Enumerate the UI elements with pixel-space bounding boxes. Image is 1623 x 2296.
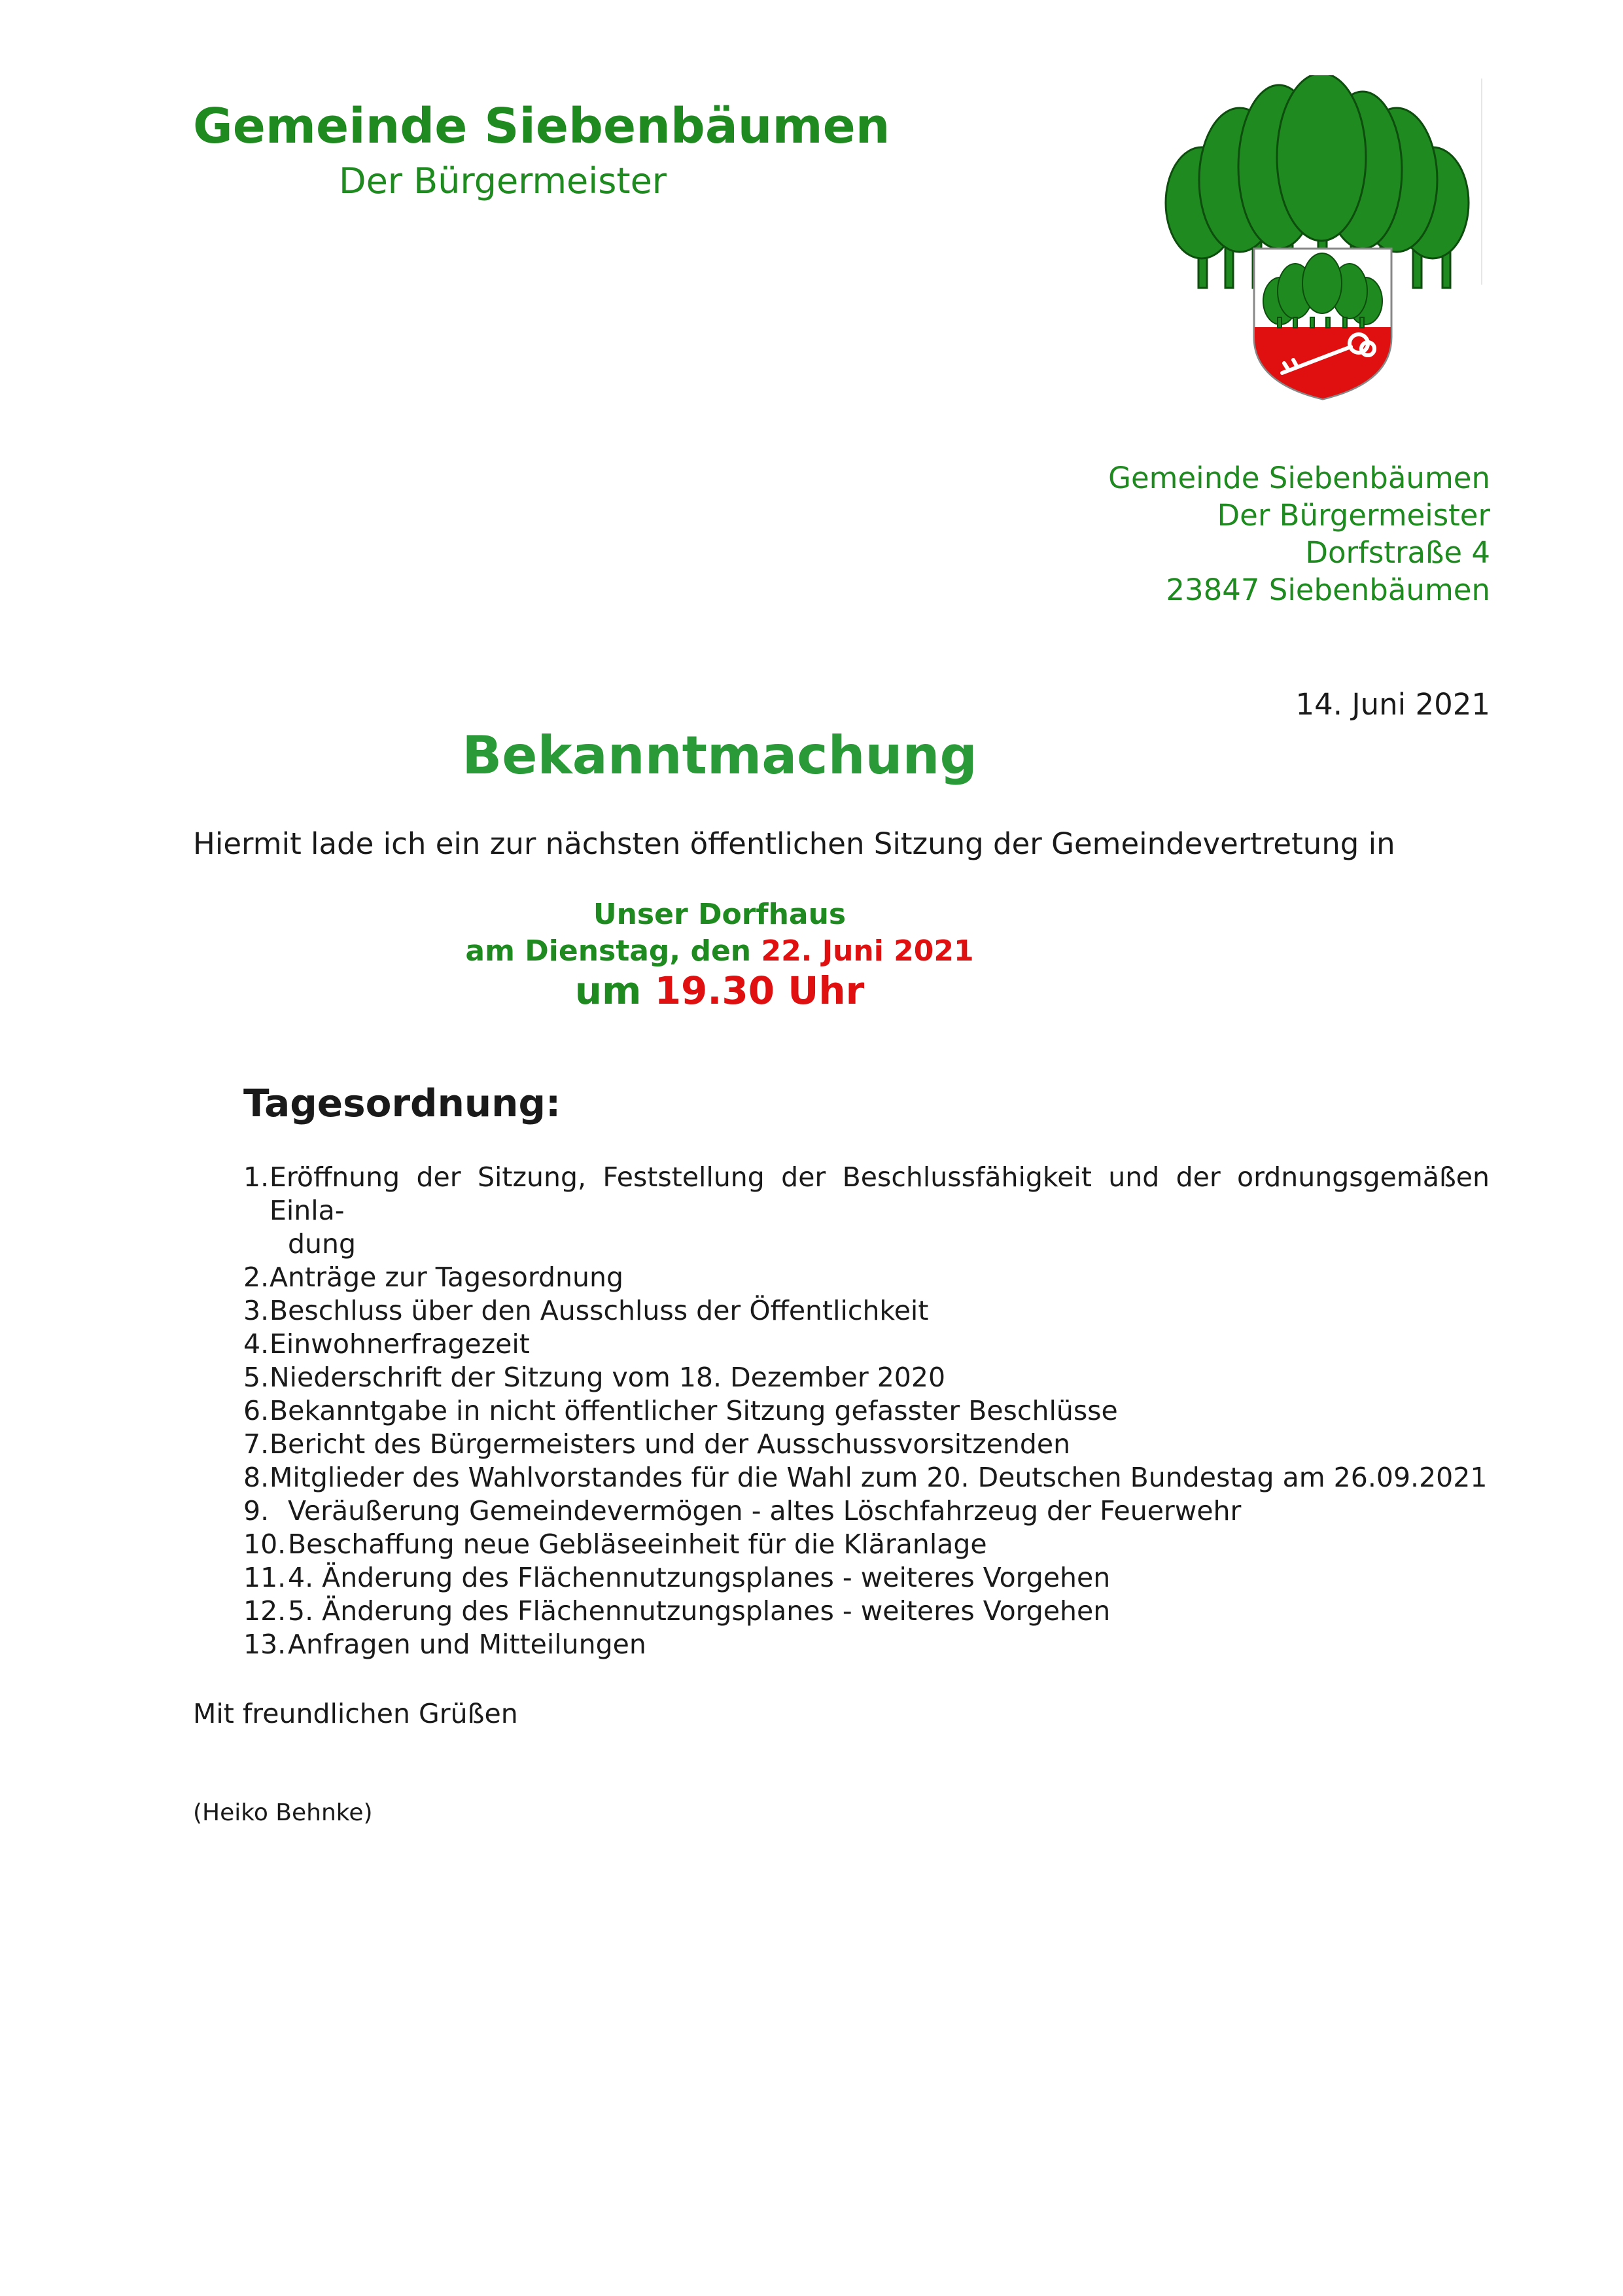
agenda-item-text: 5. Änderung des Flächennutzungsplanes - weiteres Vorgehen <box>288 1595 1111 1627</box>
agenda-item <box>243 1595 1490 1628</box>
agenda-item <box>243 1328 1490 1361</box>
event-time-value: 19.30 Uhr <box>654 968 865 1013</box>
agenda-item-number: 9. <box>243 1495 270 1527</box>
agenda-item-text: Anfragen und Mitteilungen <box>288 1629 646 1660</box>
agenda-item-text: Beschaffung neue Gebläseeinheit für die Kläranlage <box>288 1528 987 1560</box>
agenda-item-number: 13. <box>243 1629 287 1660</box>
event-time <box>193 968 1246 1013</box>
agenda-item <box>243 1361 1490 1394</box>
agenda-item-number: 11. <box>243 1562 287 1593</box>
event-date-prefix: am Dienstag, den <box>465 934 752 968</box>
coat-of-arms-icon <box>1155 75 1495 422</box>
agenda-item-text: Mitglieder des Wahlvorstandes für die Wahl zum 20. Deutschen Bundestag am 26.09.2021 <box>270 1462 1488 1493</box>
agenda-item-text: Bericht des Bürgermeisters und der Ausschussvorsitzenden <box>270 1428 1071 1460</box>
agenda-item-text: Eröffnung der Sitzung, Feststellung der Beschlussfähigkeit und der ordnungsgemäßen Einla- <box>270 1161 1490 1226</box>
event-place: Unser Dorfhaus <box>593 898 846 931</box>
address-line-organization: Gemeinde Siebenbäumen <box>1108 461 1490 495</box>
agenda-item-text: Beschluss über den Ausschluss der Öffentlichkeit <box>270 1295 929 1326</box>
address-line-office: Der Bürgermeister <box>1217 498 1490 533</box>
agenda-item-number: 5. <box>243 1362 270 1393</box>
agenda-title: Tagesordnung: <box>243 1081 561 1125</box>
agenda-item-text: Veräußerung Gemeindevermögen - altes Löschfahrzeug der Feuerwehr <box>288 1495 1242 1527</box>
agenda-item-text: 4. Änderung des Flächennutzungsplanes - weiteres Vorgehen <box>288 1562 1111 1593</box>
letter-date: 14. Juni 2021 <box>1295 687 1490 722</box>
event-date-value: 22. Juni 2021 <box>761 934 974 968</box>
agenda-item-text: Bekanntgabe in nicht öffentlicher Sitzung gefasster Beschlüsse <box>270 1395 1118 1426</box>
address-line-city: 23847 Siebenbäumen <box>1166 573 1490 607</box>
agenda-item-text: Einwohnerfragezeit <box>270 1328 530 1360</box>
agenda-item <box>243 1528 1490 1561</box>
agenda-item <box>243 1261 1490 1294</box>
agenda-item-number: 1. <box>243 1161 270 1193</box>
agenda-item <box>243 1294 1490 1328</box>
agenda-list <box>243 1161 1490 1661</box>
agenda-item <box>243 1161 1490 1227</box>
agenda-item-number: 10. <box>243 1528 287 1560</box>
event-date <box>193 934 1246 968</box>
agenda-item <box>243 1494 1490 1528</box>
agenda-item <box>243 1561 1490 1595</box>
closing-greeting: Mit freundlichen Grüßen <box>193 1698 518 1729</box>
document-title: Bekanntmachung <box>462 725 977 786</box>
invitation-text: Hiermit lade ich ein zur nächsten öffentlichen Sitzung der Gemeindevertretung in <box>193 826 1395 861</box>
event-time-prefix: um <box>574 968 642 1013</box>
agenda-item-number: 2. <box>243 1262 270 1293</box>
agenda-item <box>243 1394 1490 1428</box>
agenda-item-number: 12. <box>243 1595 287 1627</box>
agenda-item-text: Niederschrift der Sitzung vom 18. Dezember 2020 <box>270 1362 946 1393</box>
agenda-item <box>243 1628 1490 1661</box>
agenda-item-number: 7. <box>243 1428 270 1460</box>
agenda-item-text: Anträge zur Tagesordnung <box>270 1262 623 1293</box>
agenda-item-number: 6. <box>243 1395 270 1426</box>
sender-address <box>1108 459 1490 609</box>
organization-subtitle: Der Bürgermeister <box>339 160 667 202</box>
agenda-item <box>243 1461 1490 1494</box>
agenda-item <box>243 1428 1490 1461</box>
agenda-item-number: 8. <box>243 1462 270 1493</box>
agenda-item-number: 4. <box>243 1328 270 1360</box>
agenda-item-text-continuation: dung <box>288 1228 357 1260</box>
address-line-street: Dorfstraße 4 <box>1305 535 1490 570</box>
signer-name: (Heiko Behnke) <box>193 1799 373 1826</box>
agenda-item-number: 3. <box>243 1295 270 1326</box>
organization-name: Gemeinde Siebenbäumen <box>193 98 890 154</box>
agenda-item-continuation <box>243 1227 1490 1261</box>
